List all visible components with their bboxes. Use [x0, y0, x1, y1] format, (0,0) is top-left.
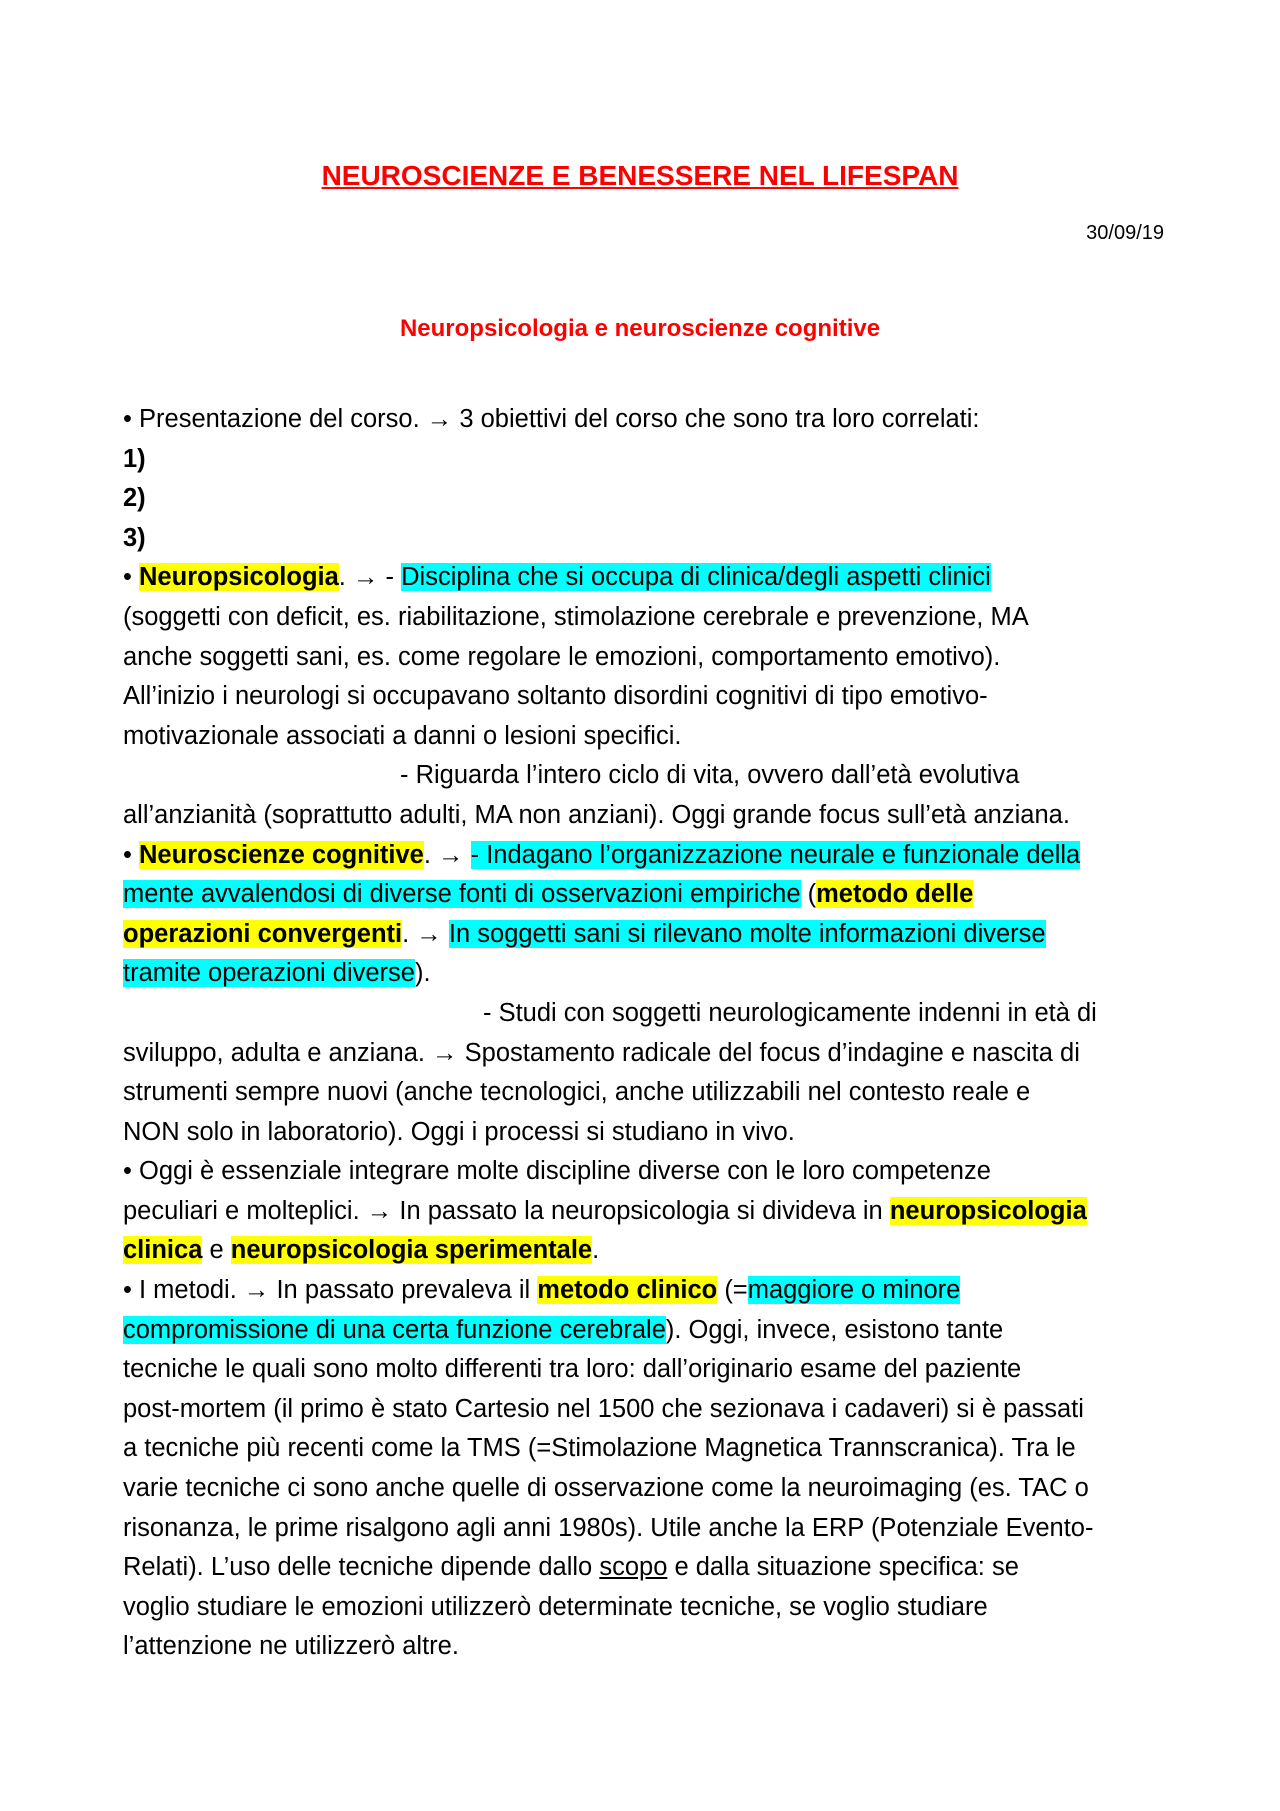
numbered-item-3: 3): [123, 523, 146, 552]
numbered-item-1: 1): [123, 444, 146, 473]
highlight-definition: compromissione di una certa funzione cerebrale: [123, 1315, 666, 1344]
text-line: [123, 1311, 1168, 1351]
section-subtitle: Neuropsicologia e neuroscienze cognitive: [399, 315, 881, 342]
text-line: post-mortem (il primo è stato Cartesio nel 1500 che sezionava i cadaveri) si è passati: [123, 1394, 1084, 1423]
text-line: [123, 875, 1168, 915]
bullet-text: •: [123, 563, 140, 592]
arrow-text: . →: [402, 919, 449, 948]
numbered-item-2: 2): [123, 484, 146, 513]
highlight-definition: Disciplina che si occupa di clinica/degli aspetti clinici: [401, 563, 991, 592]
text-line: voglio studiare le emozioni utilizzerò determinate tecniche, se voglio studiare: [123, 1592, 988, 1621]
text-line: [123, 1192, 1168, 1232]
highlight-definition: In soggetti sani si rilevano molte informazioni diverse: [448, 919, 1046, 948]
text-line: anche soggetti sani, es. come regolare le emozioni, comportamento emotivo).: [123, 642, 1001, 671]
term-neuropsicologia: Neuropsicologia: [139, 563, 339, 592]
highlight-definition: - Indagano l’organizzazione neurale e funzionale della: [470, 840, 1081, 869]
text-line: [123, 915, 1168, 955]
text-line: tecniche le quali sono molto differenti tra loro: dall’originario esame del paziente: [123, 1355, 1022, 1384]
text-line: [123, 954, 1168, 994]
highlight-definition: maggiore o minore: [747, 1276, 961, 1305]
text-line: NON solo in laboratorio). Oggi i processi si studiano in vivo.: [123, 1117, 795, 1146]
term-neuropsicologia-sperimentale: neuropsicologia sperimentale: [230, 1236, 593, 1265]
text-line: all’anzianità (soprattutto adulti, MA non anziani). Oggi grande focus sull’età anziana.: [123, 800, 1070, 829]
plain-text: (: [800, 880, 817, 909]
plain-text: .: [592, 1236, 600, 1265]
text-line: • Oggi è essenziale integrare molte discipline diverse con le loro competenze: [123, 1157, 991, 1186]
term-metodo-clinico: metodo clinico: [537, 1276, 718, 1305]
plain-text: e: [202, 1236, 231, 1265]
plain-text: peculiari e molteplici. → In passato la neuropsicologia si divideva in: [123, 1196, 890, 1225]
plain-text: ). Oggi, invece, esistono tante: [665, 1315, 1004, 1344]
underlined-word: scopo: [599, 1553, 668, 1582]
text-line: (soggetti con deficit, es. riabilitazione, stimolazione cerebrale e prevenzione, MA: [123, 602, 1029, 631]
bullet-text: •: [123, 840, 140, 869]
text-line: • Presentazione del corso. → 3 obiettivi del corso che sono tra loro correlati:: [123, 405, 980, 433]
text-line: sviluppo, adulta e anziana. → Spostamento radicale del focus d’indagine e nascita di: [123, 1038, 1080, 1067]
plain-text: • I metodi. → In passato prevaleva il: [123, 1276, 538, 1305]
text-line-indented: - Riguarda l’intero ciclo di vita, ovvero dall’età evolutiva: [400, 761, 1020, 790]
text-line: varie tecniche ci sono anche quelle di osservazione come la neuroimaging (es. TAC o: [123, 1474, 1089, 1503]
body-text: [123, 400, 1168, 1667]
arrow-text: . → -: [338, 563, 402, 592]
highlight-definition: tramite operazioni diverse: [123, 959, 415, 988]
term-neuroscienze-cognitive: Neuroscienze cognitive: [139, 840, 424, 869]
term-metodo-operazioni: metodo delle: [816, 880, 974, 909]
plain-text: (=: [717, 1276, 748, 1305]
term-metodo-operazioni: operazioni convergenti: [123, 919, 403, 948]
text-line: [123, 558, 1168, 598]
plain-text: ).: [414, 959, 431, 988]
highlight-definition: mente avvalendosi di diverse fonti di osservazioni empiriche: [123, 880, 801, 909]
term-neuropsicologia-clinica: neuropsicologia: [889, 1196, 1087, 1225]
text-line: [123, 1271, 1168, 1311]
term-neuropsicologia-clinica: clinica: [123, 1236, 203, 1265]
date-label: 30/09/19: [1086, 222, 1164, 244]
text-line: risonanza, le prime risalgono agli anni 1980s). Utile anche la ERP (Potenziale Evento-: [123, 1513, 1094, 1542]
text-line: [123, 836, 1168, 876]
text-line: [123, 1231, 1168, 1271]
text-line: a tecniche più recenti come la TMS (=Stimolazione Magnetica Trannscranica). Tra le: [123, 1434, 1076, 1463]
text-line: l’attenzione ne utilizzerò altre.: [123, 1632, 459, 1661]
text-line: [123, 1548, 1168, 1588]
text-line: strumenti sempre nuovi (anche tecnologici, anche utilizzabili nel contesto reale e: [123, 1078, 1031, 1107]
plain-text: e dalla situazione specifica: se: [667, 1553, 1019, 1582]
text-line: All’inizio i neurologi si occupavano soltanto disordini cognitivi di tipo emotivo-: [123, 682, 988, 711]
plain-text: Relati). L’uso delle tecniche dipende dallo: [123, 1553, 600, 1582]
page-title: NEUROSCIENZE E BENESSERE NEL LIFESPAN: [321, 160, 959, 191]
text-line-indented: - Studi con soggetti neurologicamente indenni in età di: [483, 998, 1097, 1027]
arrow-text: . →: [423, 840, 471, 869]
text-line: motivazionale associati a danni o lesioni specifici.: [123, 721, 682, 750]
